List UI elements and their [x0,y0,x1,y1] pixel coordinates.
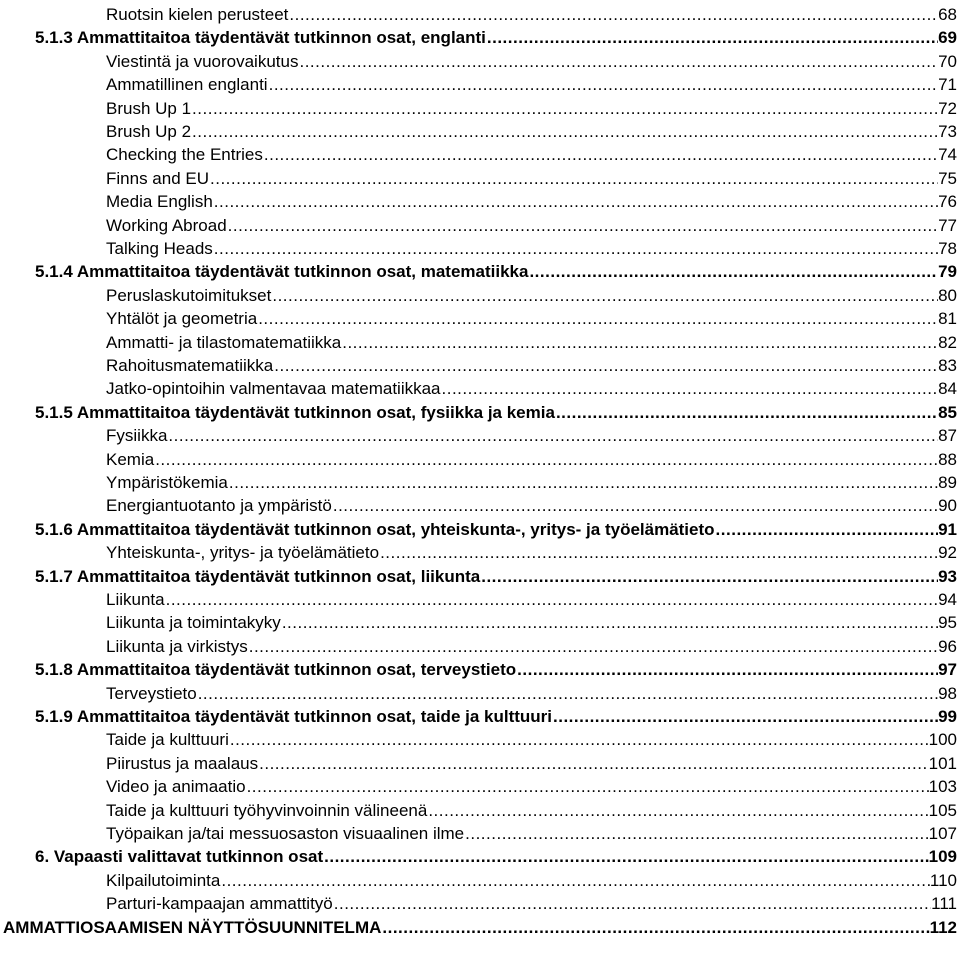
dot-leader [379,543,938,563]
toc-entry-page-number: 81 [938,309,957,329]
toc-entry[interactable] [106,72,957,95]
toc-entry-page-number: 87 [938,426,957,446]
dot-leader [480,567,938,587]
toc-entry[interactable] [106,96,957,119]
toc-entry[interactable] [35,517,957,540]
dot-leader [516,660,938,680]
dot-leader [427,801,928,821]
toc-entry-title: Taide ja kulttuuri [106,730,229,750]
dot-leader [288,5,938,25]
dot-leader [381,918,929,938]
dot-leader [281,613,938,633]
toc-entry-title: Working Abroad [106,215,227,235]
toc-entry-page-number: 100 [928,730,957,750]
dot-leader [555,403,938,423]
toc-entry-page-number: 97 [938,660,957,680]
dot-leader [258,754,929,774]
toc-entry[interactable] [106,166,957,189]
toc-entry-page-number: 89 [938,473,957,492]
toc-entry-title: Ammatillinen englanti [106,75,268,95]
toc-entry-page-number: 82 [938,332,957,352]
toc-entry-page-number: 110 [929,870,957,890]
dot-leader [715,520,939,540]
toc-entry[interactable] [35,657,957,680]
toc-entry[interactable] [106,447,957,470]
toc-entry-page-number: 98 [938,683,957,703]
toc-entry-title: Talking Heads [106,239,213,258]
dot-leader [271,286,938,306]
toc-entry[interactable] [106,540,957,563]
toc-entry-page-number: 99 [938,707,957,726]
toc-entry-page-number: 101 [928,753,957,773]
toc-entry[interactable] [35,400,957,423]
toc-entry-page-number: 85 [938,402,957,422]
toc-entry-title: 5.1.7 Ammattitaitoa täydentävät tutkinnon osat, liikunta [35,566,481,586]
toc-entry-title: 6. Vapaasti valittavat tutkinnon osat [35,847,324,867]
dot-leader [248,637,938,657]
toc-entry-page-number: 77 [938,215,957,235]
toc-entry[interactable] [106,306,957,329]
dot-leader [220,871,930,891]
toc-entry-page-number: 109 [928,847,957,867]
toc-entry[interactable] [35,259,957,282]
toc-entry-title: Fysiikka [106,426,168,446]
toc-entry[interactable] [35,25,957,48]
toc-entry-page-number: 74 [938,145,957,165]
toc-entry-title: 5.1.6 Ammattitaitoa täydentävät tutkinnon osat, yhteiskunta-, yritys- ja työelämätieto [35,519,715,539]
toc-entry-page-number: 90 [938,496,957,516]
toc-entry[interactable] [3,915,957,938]
toc-entry-title: AMMATTIOSAAMISEN NÄYTTÖSUUNNITELMA [3,917,382,937]
toc-entry-page-number: 78 [938,239,957,258]
toc-entry[interactable] [106,49,957,72]
toc-entry-title: Ruotsin kielen perusteet [106,5,289,24]
toc-entry[interactable] [106,142,957,165]
toc-entry[interactable] [106,868,957,891]
toc-entry-title: Yhtälöt ja geometria [106,309,258,329]
toc-entry-title: Työpaikan ja/tai messuosaston visuaalinen ilme [106,824,465,843]
toc-entry-page-number: 75 [938,168,957,188]
toc-entry-title: Terveystieto [106,683,197,703]
toc-entry-title: Liikunta [106,590,165,609]
toc-entry-page-number: 83 [938,356,957,375]
dot-leader [273,356,938,376]
toc-entry[interactable] [106,774,957,797]
toc-entry[interactable] [106,2,957,25]
toc-entry[interactable] [106,236,957,259]
dot-leader [323,847,928,867]
dot-leader [341,333,938,353]
toc-entry-page-number: 95 [938,613,957,633]
dot-leader [528,262,938,282]
dot-leader [213,239,938,259]
toc-entry-title: Media English [106,192,213,212]
dot-leader [464,824,928,844]
toc-entry-title: Energiantuotanto ja ympäristö [106,496,332,516]
toc-entry-title: Kilpailutoiminta [106,870,221,890]
toc-entry-title: Peruslaskutoimitukset [106,285,272,305]
toc-entry-title: Viestintä ja vuorovaikutus [106,51,299,71]
dot-leader [154,450,938,470]
toc-entry-page-number: 91 [938,519,957,539]
toc-entry[interactable] [106,470,957,493]
toc-entry[interactable] [106,798,957,821]
dot-leader [213,192,938,212]
dot-leader [197,684,938,704]
toc-entry-title: Video ja animaatio [106,777,246,797]
toc-entry-title: 5.1.9 Ammattitaitoa täydentävät tutkinnon osat, taide ja kulttuuri [35,707,553,726]
toc-entry[interactable] [106,119,957,142]
toc-entry-title: Finns and EU [106,168,209,188]
toc-entry-page-number: 94 [938,590,957,609]
toc-entry-page-number: 69 [938,28,957,48]
toc-entry-page-number: 68 [938,5,957,24]
toc-entry-title: Yhteiskunta-, yritys- ja työelämätieto [106,543,380,563]
dot-leader [228,473,938,493]
toc-entry-page-number: 107 [928,824,957,843]
toc-entry-title: Brush Up 1 [106,98,192,118]
toc-entry-page-number: 76 [938,192,957,212]
toc-entry-page-number: 93 [938,566,957,586]
toc-entry[interactable] [35,844,957,867]
toc-entry[interactable] [106,891,957,914]
dot-leader [333,894,931,914]
toc-entry-page-number: 70 [938,51,957,71]
dot-leader [209,169,938,189]
toc-entry-page-number: 72 [938,98,957,118]
toc-entry[interactable] [106,423,957,446]
dot-leader [229,730,929,750]
toc-entry-title: 5.1.4 Ammattitaitoa täydentävät tutkinnon osat, matematiikka [35,262,529,282]
toc-entry-title: Liikunta ja toimintakyky [106,613,281,633]
toc-entry-title: Ammatti- ja tilastomatematiikka [106,332,342,352]
toc-entry[interactable] [106,213,957,236]
toc-entry-title: 5.1.5 Ammattitaitoa täydentävät tutkinnon osat, fysiikka ja kemia [35,402,555,422]
toc-entry-title: Kemia [106,449,155,469]
toc-entry[interactable] [106,610,957,633]
toc-entry-title: Liikunta ja virkistys [106,636,248,656]
toc-entry-page-number: 79 [938,262,957,282]
dot-leader [486,28,938,48]
toc-entry[interactable] [106,283,957,306]
toc-entry-page-number: 88 [938,449,957,469]
dot-leader [191,122,938,142]
toc-entry-title: 5.1.3 Ammattitaitoa täydentävät tutkinnon osat, englanti [35,28,486,48]
toc-entry[interactable] [106,751,957,774]
toc-entry-page-number: 111 [931,894,957,914]
toc-entry[interactable] [106,587,957,610]
toc-entry[interactable] [106,681,957,704]
toc-entry-page-number: 96 [938,636,957,656]
dot-leader [191,99,938,119]
toc-entry-page-number: 105 [928,800,957,820]
toc-entry-title: Checking the Entries [106,145,263,165]
dot-leader [257,309,938,329]
toc-entry[interactable] [106,353,957,376]
dot-leader [441,379,939,399]
toc-entry[interactable] [106,189,957,212]
toc-entry-page-number: 73 [938,122,957,141]
toc-entry-page-number: 92 [938,543,957,563]
dot-leader [332,496,938,516]
toc-entry-page-number: 71 [938,75,957,95]
toc-entry[interactable] [106,727,957,750]
dot-leader [246,777,929,797]
toc-entry[interactable] [106,821,957,844]
toc-entry-page-number: 84 [938,379,957,399]
toc-entry[interactable] [106,330,957,353]
toc-entry[interactable] [106,376,957,399]
toc-entry[interactable] [35,564,957,587]
toc-entry-title: Parturi-kampaajan ammattityö [106,894,333,914]
toc-entry-title: Jatko-opintoihin valmentavaa matematiikkaa [106,379,441,399]
dot-leader [268,75,938,95]
toc-entry-title: Brush Up 2 [106,122,192,141]
dot-leader [552,707,938,727]
toc-entry-page-number: 80 [938,285,957,305]
dot-leader [227,216,938,236]
toc-entry[interactable] [35,704,957,727]
toc-entry[interactable] [106,493,957,516]
toc-entry-page-number: 112 [929,917,957,937]
toc-entry[interactable] [106,634,957,657]
toc-entry-page-number: 103 [928,777,957,797]
toc-entry-title: Ympäristökemia [106,473,228,492]
toc-entry-title: 5.1.8 Ammattitaitoa täydentävät tutkinnon osat, terveystieto [35,660,517,680]
dot-leader [263,145,938,165]
toc-entry-title: Piirustus ja maalaus [106,753,259,773]
dot-leader [298,52,938,72]
dot-leader [165,590,938,610]
dot-leader [167,426,938,446]
toc-entry-title: Taide ja kulttuuri työhyvinvoinnin välineenä [106,800,428,820]
toc-entry-title: Rahoitusmatematiikka [106,356,274,375]
